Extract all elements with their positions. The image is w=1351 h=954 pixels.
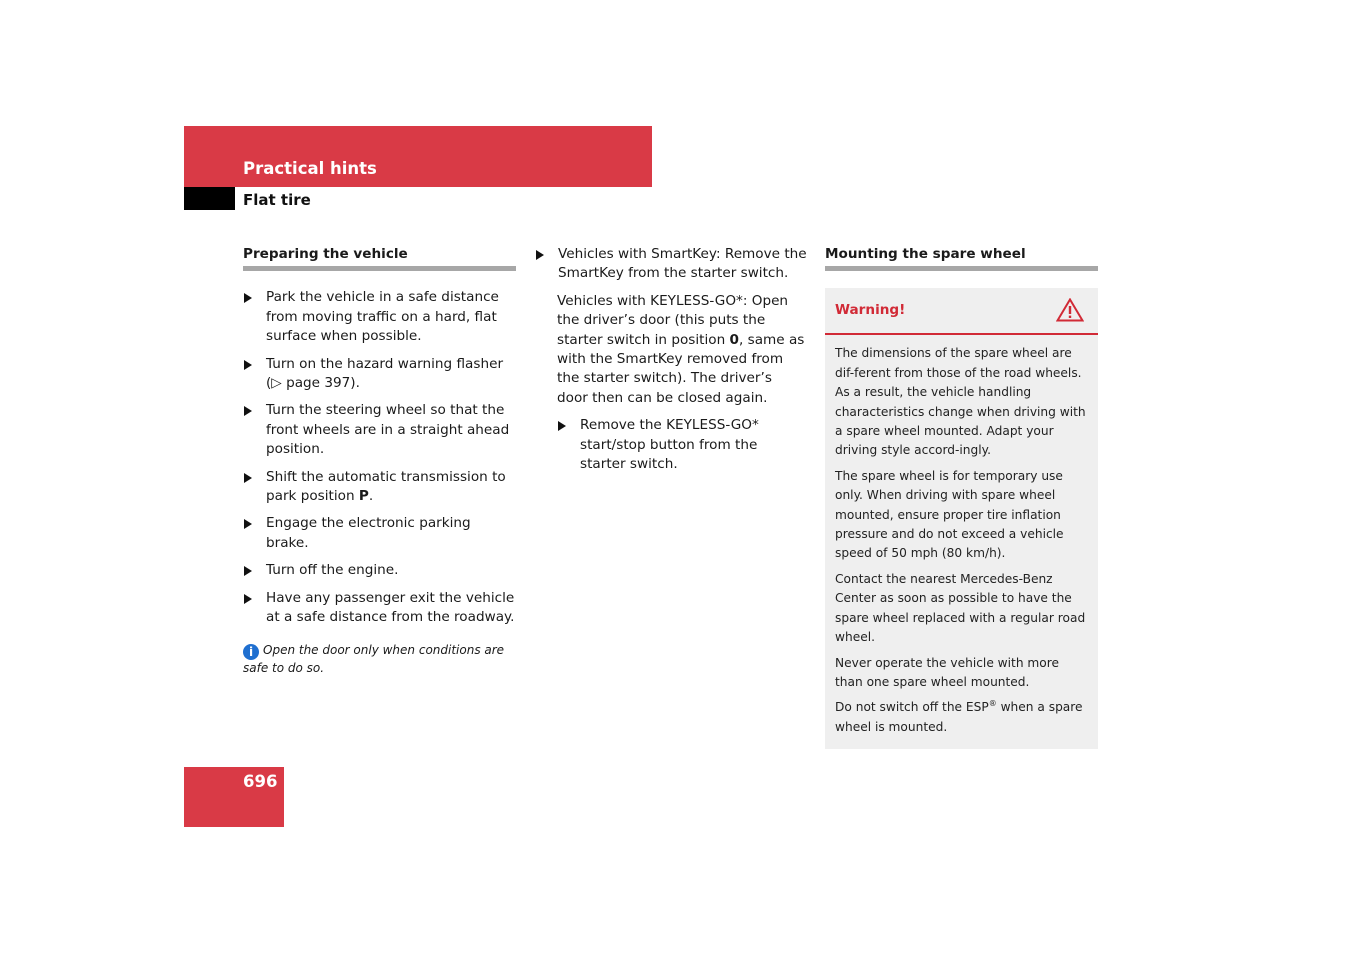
heading-preparing-vehicle: Preparing the vehicle bbox=[243, 245, 516, 271]
warning-title: Warning! bbox=[835, 302, 906, 319]
list-item: Have any passenger exit the vehicle at a safe distance from the roadway. bbox=[243, 589, 516, 628]
list-item: Turn on the hazard warning flasher (▷ page 397). bbox=[243, 355, 516, 394]
page-number: 696 bbox=[243, 772, 278, 791]
bullet-arrow-icon bbox=[244, 566, 252, 576]
column-preparing bbox=[243, 245, 516, 676]
keyless-go-paragraph: Vehicles with KEYLESS-GO*: Open the driver’s door (this puts the starter switch in position 0, same as with the SmartKey removed from the starter switch). The driver’s door then can be closed again. bbox=[557, 292, 805, 406]
list-item: Turn the steering wheel so that the front wheels are in a straight ahead position. bbox=[243, 401, 516, 459]
park-letter: P bbox=[358, 488, 369, 505]
warning-text: Contact the nearest Mercedes-Benz Center as soon as possible to have the spare wheel replaced with a regular road wheel. bbox=[835, 571, 1086, 645]
bullet-arrow-icon bbox=[558, 421, 566, 431]
switch-position: 0 bbox=[729, 331, 739, 348]
column-spare-wheel bbox=[825, 245, 1098, 749]
warning-triangle-icon bbox=[1056, 298, 1084, 322]
list-item: Shift the automatic transmission to park position P. bbox=[243, 468, 516, 507]
bullet-arrow-icon bbox=[244, 594, 252, 604]
list-item: Vehicles with SmartKey: Remove the SmartKey from the starter switch. bbox=[535, 245, 807, 284]
warning-text: The spare wheel is for temporary use only. When driving with spare wheel mounted, ensure proper tire inflation pressure and do not exceed a vehicle speed of 50 mph (80 km/h). bbox=[835, 468, 1064, 561]
bullet-arrow-icon bbox=[244, 406, 252, 416]
warning-header bbox=[825, 288, 1098, 335]
warning-box bbox=[825, 288, 1098, 749]
bullet-arrow-icon bbox=[244, 473, 252, 483]
list-item: Engage the electronic parking brake. bbox=[243, 514, 516, 553]
warning-text: Never operate the vehicle with more than one spare wheel mounted. bbox=[835, 655, 1059, 689]
info-icon: i bbox=[243, 644, 259, 660]
list-item: Park the vehicle in a safe distance from moving traffic on a hard, flat surface when possible. bbox=[243, 288, 516, 346]
bullet-arrow-icon bbox=[244, 293, 252, 303]
section-title: Practical hints bbox=[243, 159, 377, 178]
bullet-arrow-icon bbox=[244, 360, 252, 370]
list-item: Remove the KEYLESS-GO* start/stop button from the starter switch. bbox=[557, 416, 807, 474]
list-item: Turn off the engine. bbox=[243, 561, 516, 580]
column-smartkey bbox=[535, 245, 807, 482]
heading-mounting-spare-wheel: Mounting the spare wheel bbox=[825, 245, 1098, 271]
warning-text: Do not switch off the ESP® when a spare wheel is mounted. bbox=[835, 699, 1083, 734]
bullet-arrow-icon bbox=[244, 519, 252, 529]
section-tab-marker bbox=[184, 187, 235, 210]
info-note: i Open the door only when conditions are safe to do so. bbox=[243, 642, 505, 675]
warning-text: The dimensions of the spare wheel are dif-ferent from those of the road wheels. As a result, the vehicle handling characteristics change when driving with a spare wheel mounted. Adapt your driving style accord-ingly. bbox=[835, 346, 1086, 458]
bullet-arrow-icon bbox=[536, 250, 544, 260]
subsection-title: Flat tire bbox=[243, 191, 311, 209]
